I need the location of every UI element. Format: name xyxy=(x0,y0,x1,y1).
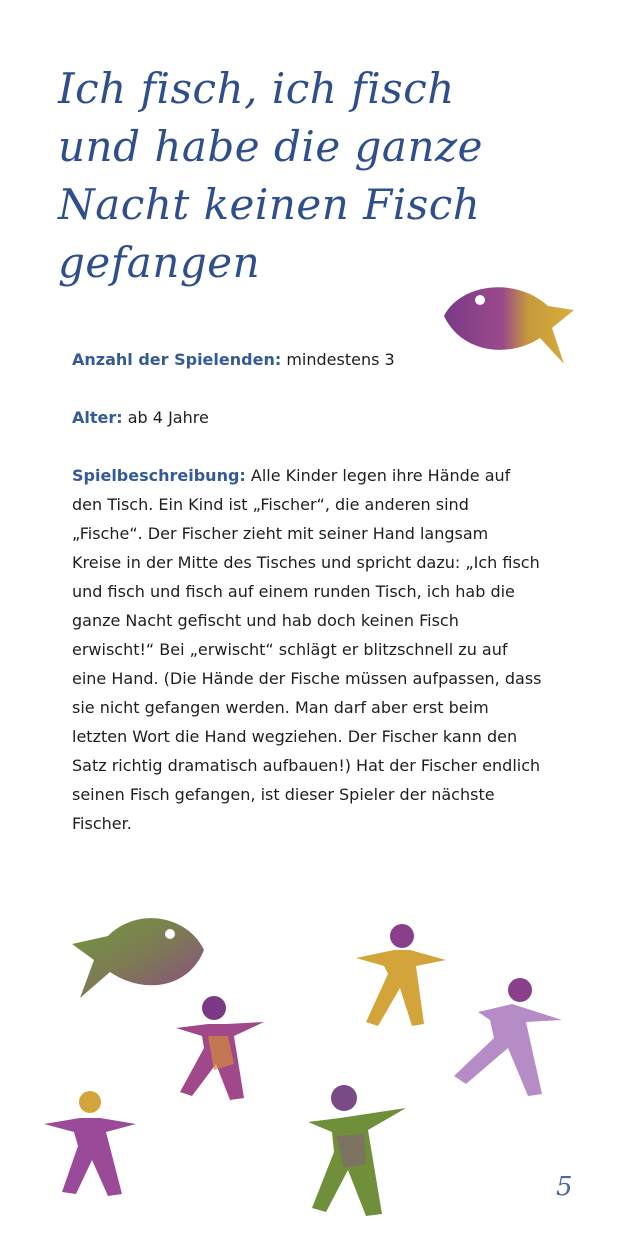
age-row xyxy=(72,403,542,432)
description-label: Spielbeschreibung: xyxy=(72,466,246,485)
players-value: mindestens 3 xyxy=(286,350,395,369)
description-paragraph xyxy=(72,461,542,838)
child-figure-green xyxy=(306,1082,410,1218)
page-number: 5 xyxy=(556,1172,573,1202)
description-text: Alle Kinder legen ihre Hände auf den Tisch. Ein Kind ist „Fischer“, die anderen sind „Fische“. Der Fischer zieht mit seiner Hand langsam Kreise in der Mitte des Tisches und spricht dazu: „Ich fisch und fisch und fisch auf einem runden Tisch, ich hab die ganze Nacht gefischt und hab doch keinen Fisch erwischt!“ Bei „erwischt“ schlägt er blitzschnell zu auf eine Hand. (Die Hände der Fische müssen aufpassen, dass sie nicht gefangen werden. Man darf aber erst beim letzten Wort die Hand wegziehen. Der Fischer kann den Satz richtig dramatisch aufbauen!) Hat der Fischer endlich seinen Fisch gefangen, ist dieser Spieler der nächste Fischer. xyxy=(72,466,542,833)
child-figure-mustard xyxy=(354,922,448,1030)
players-label: Anzahl der Spielenden: xyxy=(72,350,282,369)
child-figure-small xyxy=(42,1090,138,1198)
age-label: Alter: xyxy=(72,408,123,427)
title-line-1: Ich fisch, ich fisch xyxy=(58,64,455,113)
players-row xyxy=(72,345,542,374)
fish-illustration-bottom xyxy=(68,906,208,1002)
page-title xyxy=(58,60,538,292)
child-figure-lilac xyxy=(450,976,568,1098)
title-line-2: und habe die ganze xyxy=(58,122,484,171)
title-line-3: Nacht keinen Fisch xyxy=(58,180,481,229)
age-value: ab 4 Jahre xyxy=(127,408,209,427)
child-figure-purple xyxy=(174,994,266,1104)
game-description-block xyxy=(72,345,542,867)
title-line-4: gefangen xyxy=(58,238,261,287)
